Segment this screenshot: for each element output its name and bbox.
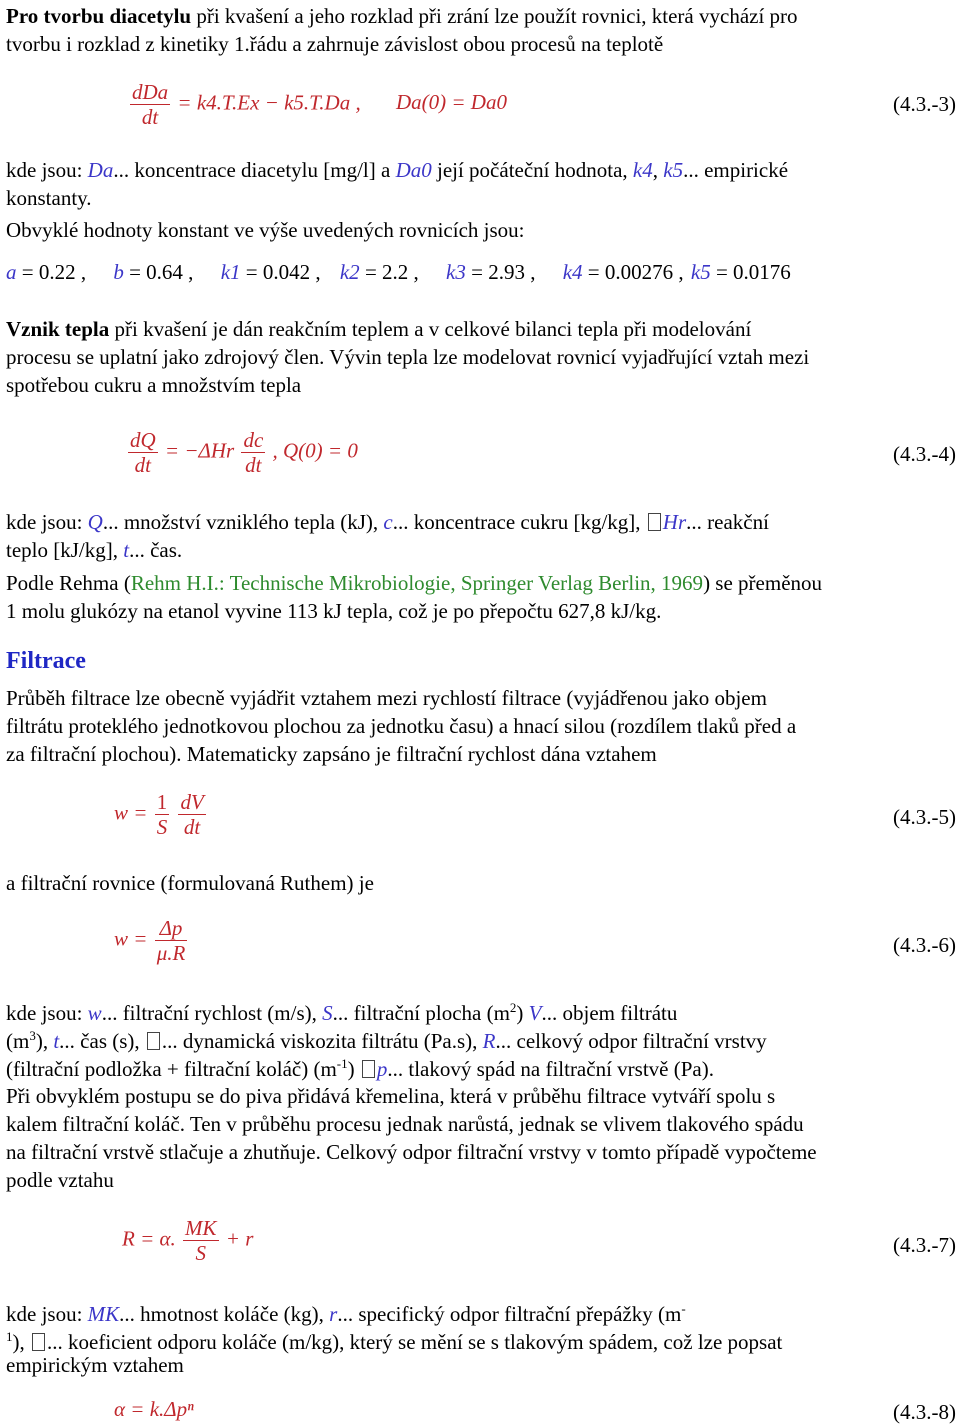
equation-number: (4.3.-5) <box>893 805 956 829</box>
constant-a-value: = 0.22 , <box>16 260 87 284</box>
symbol-k5: k5 <box>663 158 684 182</box>
symbol-t: t <box>123 538 130 562</box>
eq-initial-condition: , Q(0) = 0 <box>272 438 358 463</box>
text: ... čas (s), <box>59 1029 145 1053</box>
symbol-p: p <box>376 1057 388 1081</box>
eq-lhs: R = α. <box>122 1226 176 1251</box>
text: při kvašení je dán reakčním teplem a v celkové bilanci tepla při modelování <box>109 317 752 341</box>
equation-number: (4.3.-3) <box>893 92 956 116</box>
paragraph-heat-line1 <box>6 315 751 343</box>
symbol-Hr: Hr <box>662 510 687 534</box>
symbol-V: V <box>528 1001 542 1025</box>
text: ... hmotnost koláče (kg), <box>119 1302 330 1326</box>
text: ), <box>35 1029 54 1053</box>
text: ... koncentrace cukru [kg/kg], <box>392 510 646 534</box>
definitions-line1 <box>6 156 788 184</box>
eq-initial-condition: Da(0) = Da0 <box>395 90 507 115</box>
text: ... koncentrace diacetylu [mg/l] a <box>113 158 396 182</box>
text: ... dynamická viskozita filtrátu (Pa.s), <box>161 1029 483 1053</box>
text: při kvašení a jeho rozklad při zrání lze použít rovnici, která vychází pro <box>191 4 798 28</box>
symbol-Da: Da <box>87 158 114 182</box>
text: kde jsou: <box>6 158 88 182</box>
text: Podle Rehma ( <box>6 571 131 595</box>
superscript: - <box>681 1301 686 1316</box>
eq-term: = −ΔHr <box>164 438 235 463</box>
constant-k4-value: = 0.00276 , <box>582 260 684 284</box>
equation-4-3-6 <box>114 916 189 965</box>
constant-k1-symbol: k1 <box>220 260 241 284</box>
eq-denominator: S <box>195 1241 207 1265</box>
equation-4-3-7 <box>122 1216 253 1265</box>
paragraph-filtration-line2: filtrátu proteklého jednotkovou plochou za jednotku času) a hnací silou (rozdílem tlaků před a <box>6 714 797 738</box>
eq-lhs: w = <box>114 800 148 825</box>
eq-numerator: dV <box>180 790 204 814</box>
equation-4-3-4 <box>126 428 358 477</box>
symbol-Da0: Da0 <box>395 158 432 182</box>
text: (filtrační podložka + filtrační koláč) (m <box>6 1057 337 1081</box>
paragraph-diacetyl-line1 <box>6 2 798 30</box>
text: ... empirické <box>683 158 789 182</box>
eq-numerator: MK <box>185 1216 217 1240</box>
text: ), <box>12 1330 30 1354</box>
text: ... filtrační plocha (m <box>332 1001 510 1025</box>
text: ) <box>516 1001 529 1025</box>
text: ... čas. <box>129 538 183 562</box>
definitions-filter-line3 <box>6 1050 714 1083</box>
symbol-k4: k4 <box>632 158 653 182</box>
text: ) se přeměnou <box>703 571 823 595</box>
text: ... specifický odpor filtrační přepážky (m <box>337 1302 682 1326</box>
text: kde jsou: <box>6 1302 88 1326</box>
text: ... reakční <box>686 510 769 534</box>
text: ... koeficient odporu koláče (m/kg), který se mění se s tlakovým spádem, což lze popsat <box>47 1330 783 1354</box>
definitions-heat-line1 <box>6 508 769 536</box>
equation-number: (4.3.-4) <box>893 442 956 466</box>
text: ) <box>347 1057 360 1081</box>
text: ... celkový odpor filtrační vrstvy <box>495 1029 767 1053</box>
eq-numerator: dQ <box>130 428 156 452</box>
eq-denominator: S <box>156 815 168 839</box>
eq-rhs: = k4.T.Ex − k5.T.Da , <box>177 90 361 115</box>
text: (m <box>6 1029 30 1053</box>
ruth-intro: a filtrační rovnice (formulovaná Ruthem) je <box>6 871 374 895</box>
missing-glyph-icon <box>147 1032 160 1050</box>
missing-glyph-icon <box>32 1333 45 1351</box>
eq-numerator: Δp <box>155 916 188 941</box>
paragraph-kieselguhr-line4: podle vztahu <box>6 1168 114 1192</box>
eq-numerator: 1 <box>156 790 168 814</box>
symbol-Q: Q <box>87 510 103 534</box>
equation-number: (4.3.-7) <box>893 1233 956 1257</box>
equation-number: (4.3.-8) <box>893 1400 956 1424</box>
paragraph-filtration-line3: za filtrační plochou). Matematicky zapsáno je filtrační rychlost dána vztahem <box>6 742 657 766</box>
eq-denominator: dt <box>245 453 262 477</box>
equation-4-3-8: α = k.Δpⁿ <box>114 1397 194 1421</box>
constant-k3-value: = 2.93 , <box>465 260 536 284</box>
text: teplo [kJ/kg], <box>6 538 124 562</box>
eq-lhs: w = <box>114 926 148 951</box>
citation: Rehm H.I.: Technische Mikrobiologie, Springer Verlag Berlin, 1969 <box>130 571 704 595</box>
symbol-c: c <box>383 510 393 534</box>
bold-phrase: Pro tvorbu diacetylu <box>6 4 192 28</box>
eq-numerator: dc <box>243 428 264 452</box>
equation-4-3-3 <box>128 80 507 129</box>
symbol-MK: MK <box>87 1302 120 1326</box>
eq-rhs: + r <box>225 1226 254 1251</box>
constants-intro: Obvyklé hodnoty konstant ve výše uvedených rovnicích jsou: <box>6 218 525 242</box>
symbol-r: r <box>329 1302 338 1326</box>
missing-glyph-icon <box>362 1060 375 1078</box>
paragraph-filtration-line1: Průběh filtrace lze obecně vyjádřit vztahem mezi rychlostí filtrace (vyjádřenou jako objem <box>6 686 767 710</box>
eq-numerator: dDa <box>132 80 169 104</box>
paragraph-heat-line3: spotřebou cukru a množstvím tepla <box>6 373 302 397</box>
text: ... množství vzniklého tepla (kJ), <box>102 510 384 534</box>
rehm-line2: 1 molu glukózy na etanol vyvine 113 kJ tepla, což je po přepočtu 627,8 kJ/kg. <box>6 599 662 623</box>
superscript: 1 <box>6 1329 13 1344</box>
superscript: -1 <box>336 1056 348 1071</box>
paragraph-kieselguhr-line1: Při obvyklém postupu se do piva přidává křemelina, která v průběhu filtrace vytváří spolu s <box>6 1084 776 1108</box>
paragraph-diacetyl-line2: tvorbu i rozklad z kinetiky 1.řádu a zahrnuje závislost obou procesů na teplotě <box>6 32 664 56</box>
definitions-cake-line3: empirickým vztahem <box>6 1353 184 1377</box>
equation-4-3-5 <box>114 790 208 839</box>
text: kde jsou: <box>6 1001 88 1025</box>
constant-k5-symbol: k5 <box>690 260 711 284</box>
constant-k5-value: = 0.0176 <box>710 260 791 284</box>
paragraph-heat-line2: procesu se uplatní jako zdrojový člen. Vývin tepla lze modelovat rovnicí vyjadřující vztah mezi <box>6 345 810 369</box>
bold-phrase: Vznik tepla <box>6 317 110 341</box>
constant-k4-symbol: k4 <box>562 260 583 284</box>
definitions-line2: konstanty. <box>6 186 92 210</box>
symbol-w: w <box>87 1001 102 1025</box>
text: , <box>652 158 664 182</box>
superscript: 3 <box>29 1028 36 1043</box>
definitions-heat-line2 <box>6 536 182 564</box>
constant-k2-value: = 2.2 , <box>359 260 419 284</box>
constant-k1-value: = 0.042 , <box>240 260 321 284</box>
text: kde jsou: <box>6 510 88 534</box>
constants-row <box>6 258 791 286</box>
eq-denominator: dt <box>183 815 201 839</box>
symbol-R: R <box>482 1029 496 1053</box>
constant-a-symbol: a <box>6 260 17 284</box>
symbol-t: t <box>53 1029 60 1053</box>
eq-denominator: μ.R <box>156 941 186 965</box>
paragraph-kieselguhr-line2: kalem filtrační koláč. Ten v průběhu procesu jednak narůstá, jednak se vlivem tlakového spádu <box>6 1112 804 1136</box>
constant-k2-symbol: k2 <box>339 260 360 284</box>
eq-denominator: dt <box>141 105 159 129</box>
constant-b-symbol: b <box>113 260 124 284</box>
paragraph-kieselguhr-line3: na filtrační vrstvě stlačuje a zhutňuje. Celkový odpor filtrační vrstvy v tomto případě vypočteme <box>6 1140 817 1164</box>
section-heading: Filtrace <box>6 648 86 674</box>
equation-number: (4.3.-6) <box>893 933 956 957</box>
text: ... tlakový spád na filtrační vrstvě (Pa). <box>387 1057 714 1081</box>
text: ... filtrační rychlost (m/s), <box>101 1001 323 1025</box>
symbol-S: S <box>322 1001 333 1025</box>
superscript: 2 <box>509 1000 517 1015</box>
text: ... objem filtrátu <box>541 1001 678 1025</box>
constant-b-value: = 0.64 , <box>123 260 194 284</box>
text: její počáteční hodnota, <box>431 158 633 182</box>
missing-glyph-icon <box>648 513 661 531</box>
constant-k3-symbol: k3 <box>446 260 466 284</box>
rehm-line1 <box>6 569 822 597</box>
eq-denominator: dt <box>134 453 151 477</box>
